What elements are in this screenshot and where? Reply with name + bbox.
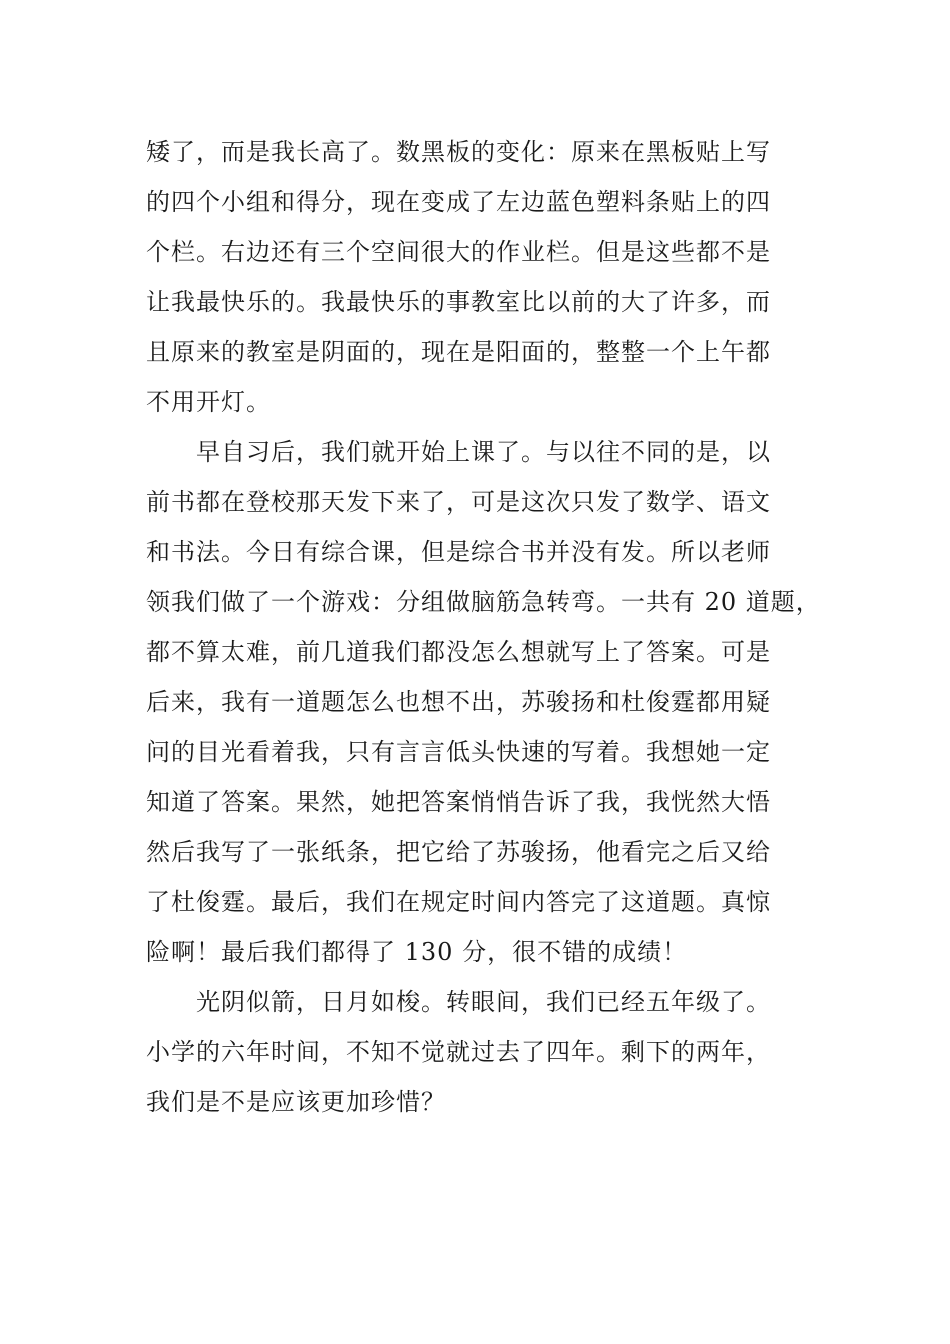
- document-body: [146, 127, 826, 1127]
- text-line: 都不算太难，前几道我们都没怎么想就写上了答案。可是: [146, 638, 771, 666]
- text-line: 险啊！最后我们都得了 130 分，很不错的成绩！: [146, 938, 688, 966]
- text-line: 光阴似箭，日月如梭。转眼间，我们已经五年级了。: [196, 988, 771, 1016]
- text-line: 了杜俊霆。最后，我们在规定时间内答完了这道题。真惊: [146, 888, 771, 916]
- text-line: 不用开灯。: [146, 388, 271, 416]
- text-line: 领我们做了一个游戏：分组做脑筋急转弯。一共有 20 道题，: [146, 588, 821, 616]
- paragraph-2: [146, 427, 826, 977]
- text-line: 让我最快乐的。我最快乐的事教室比以前的大了许多，而: [146, 288, 771, 316]
- text-line: 早自习后，我们就开始上课了。与以往不同的是，以: [196, 438, 771, 466]
- text-line: 前书都在登校那天发下来了，可是这次只发了数学、语文: [146, 488, 771, 516]
- text-line: 和书法。今日有综合课，但是综合书并没有发。所以老师: [146, 538, 771, 566]
- text-line: 我们是不是应该更加珍惜？: [146, 1088, 446, 1116]
- text-line: 个栏。右边还有三个空间很大的作业栏。但是这些都不是: [146, 238, 771, 266]
- text-line: 的四个小组和得分，现在变成了左边蓝色塑料条贴上的四: [146, 188, 771, 216]
- text-line: 小学的六年时间，不知不觉就过去了四年。剩下的两年，: [146, 1038, 771, 1066]
- text-line: 后来，我有一道题怎么也想不出，苏骏扬和杜俊霆都用疑: [146, 688, 771, 716]
- text-line: 然后我写了一张纸条，把它给了苏骏扬，他看完之后又给: [146, 838, 771, 866]
- text-line: 问的目光看着我，只有言言低头快速的写着。我想她一定: [146, 738, 771, 766]
- text-line: 且原来的教室是阴面的，现在是阳面的，整整一个上午都: [146, 338, 771, 366]
- text-line: 矮了，而是我长高了。数黑板的变化：原来在黑板贴上写: [146, 138, 771, 166]
- paragraph-3: [146, 977, 826, 1127]
- paragraph-1: [146, 127, 826, 427]
- text-line: 知道了答案。果然，她把答案悄悄告诉了我，我恍然大悟: [146, 788, 771, 816]
